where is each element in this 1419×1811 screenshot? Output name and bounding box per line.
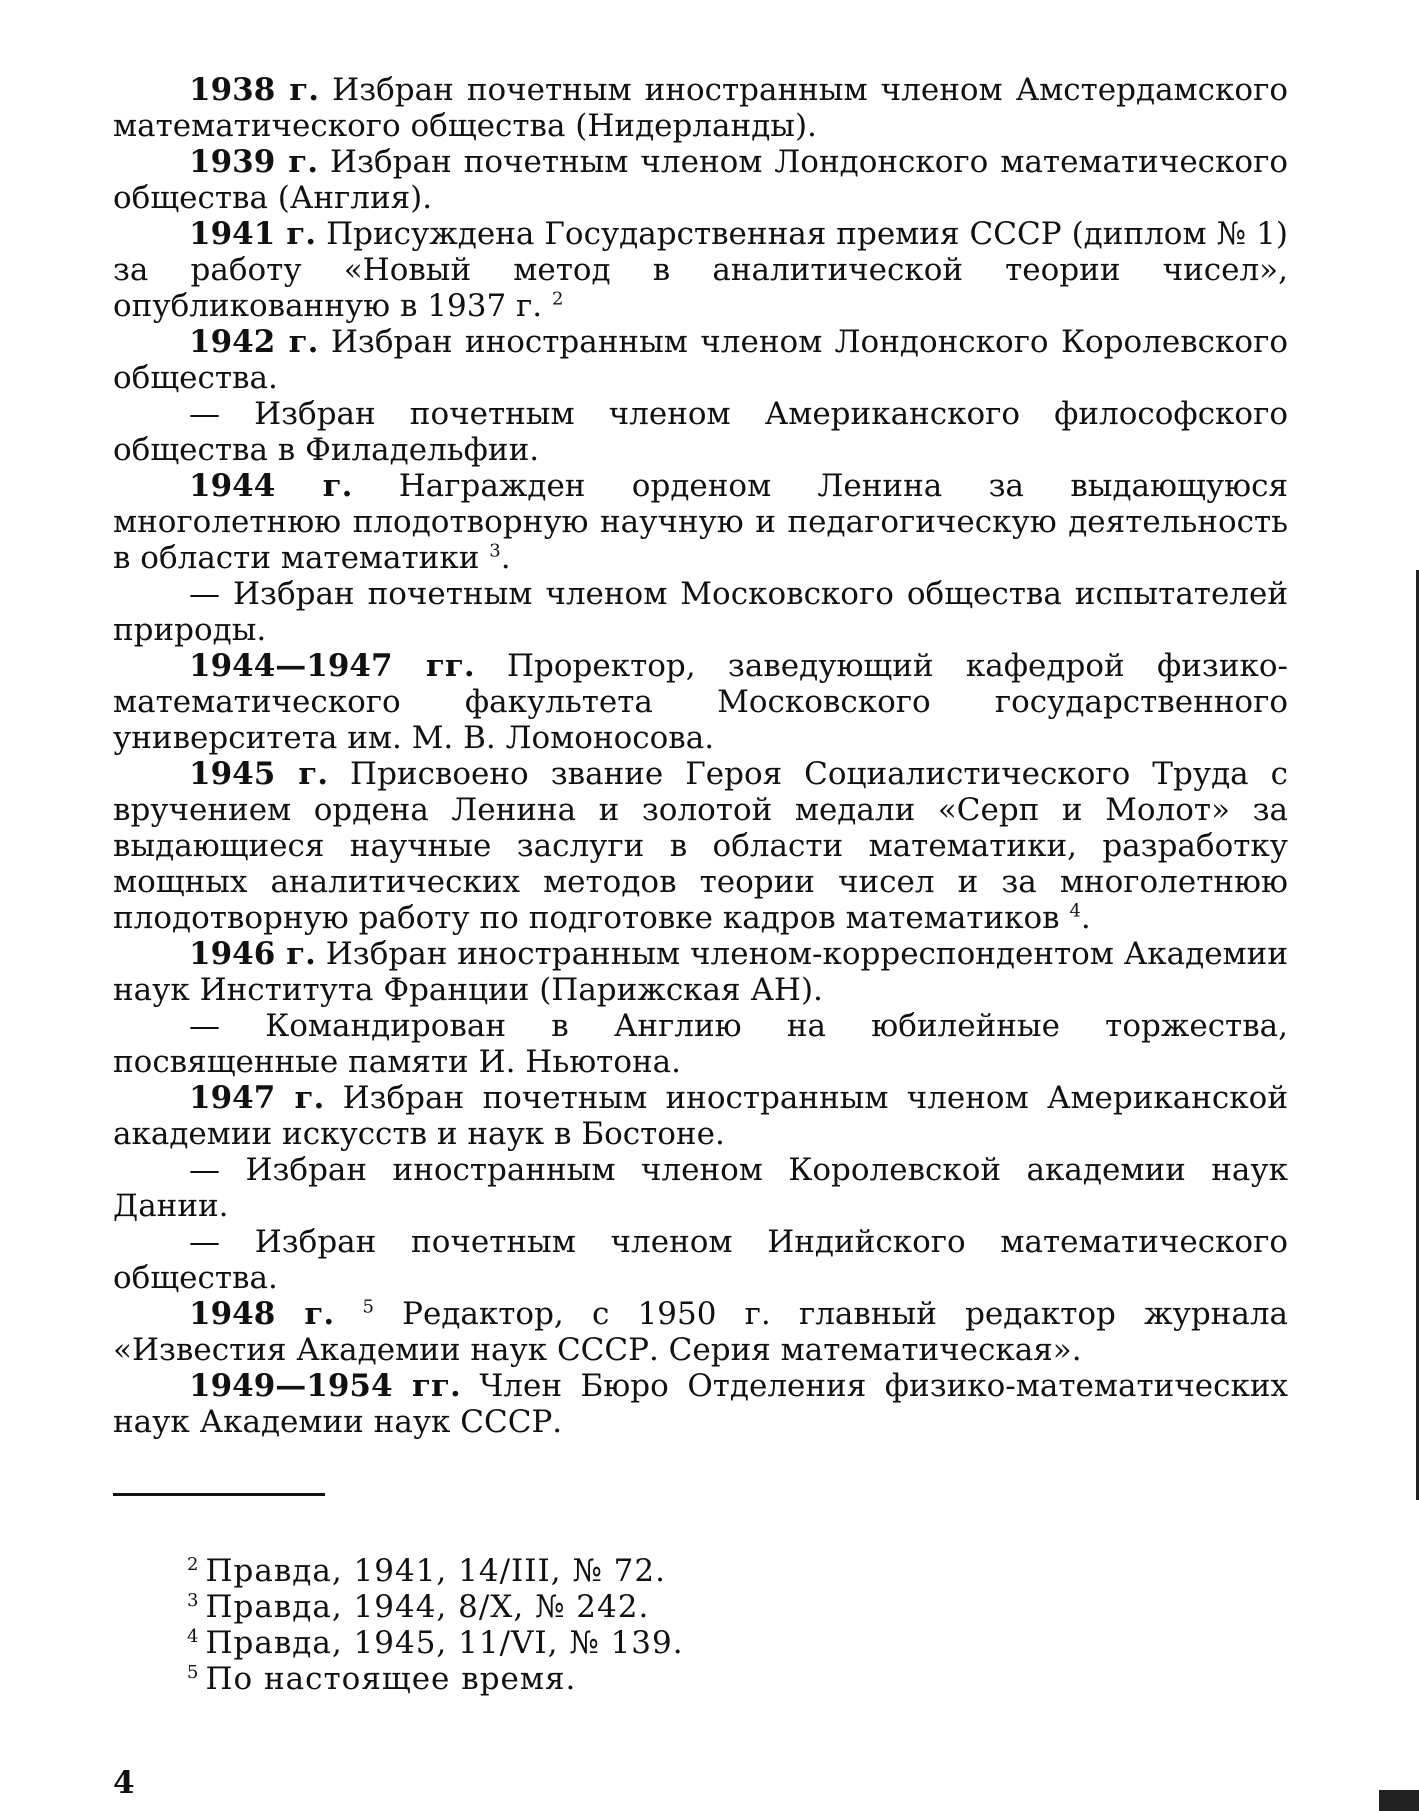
- entry-text: Присуждена Государственная премия СССР (диплом № 1) за работу «Новый метод в аналитической теории чисел», опубликованную в 1937 г.: [113, 216, 1288, 324]
- entry-year: 1944 г.: [189, 468, 353, 504]
- footnote-number: 5: [187, 1661, 200, 1683]
- footnote-text: По настоящее время.: [205, 1661, 577, 1697]
- footnote-5: [187, 1661, 684, 1697]
- footnote-text: Правда, 1941, 14/III, № 72.: [205, 1553, 666, 1589]
- entry-text: Избран иностранным членом-корреспондентом Академии наук Института Франции (Парижская АН).: [113, 936, 1288, 1008]
- entry-year: 1947 г.: [189, 1080, 325, 1116]
- entry-1942: [113, 324, 1288, 396]
- entry-1941: [113, 216, 1288, 324]
- entry-1938: [113, 72, 1288, 144]
- entry-year: 1946 г.: [189, 936, 316, 972]
- entry-text: Избран почетным членом Лондонского математического общества (Англия).: [113, 144, 1288, 216]
- page-number: 4: [113, 1765, 135, 1801]
- entry-text: Присвоено звание Героя Социалистического Труда с вручением ордена Ленина и золотой медали «Серп и Молот» за выдающиеся научные заслуги в области математики, разработку мощных аналитических методов теории чисел и за многолетнюю плодотворную работу по подготовке кадров математиков: [113, 756, 1289, 936]
- footnote-divider: [113, 1493, 325, 1496]
- entry-text: Член Бюро Отделения физико-математических наук Академии наук СССР.: [113, 1368, 1288, 1440]
- entry-dash: —: [189, 1008, 220, 1044]
- entry-text: Награжден орденом Ленина за выдающуюся многолетнюю плодотворную научную и педагогическую деятельность в области математики: [113, 468, 1288, 576]
- footnote-4: [187, 1625, 684, 1661]
- entry-text: Избран почетным иностранным членом Амстердамского математического общества (Нидерланды).: [113, 72, 1288, 144]
- entry-text: Избран иностранным членом Королевской академии наук Дании.: [113, 1152, 1288, 1224]
- entry-year: 1945 г.: [189, 756, 329, 792]
- entry-1946: [113, 936, 1288, 1008]
- entry-text: Редактор, с 1950 г. главный редактор журнала «Известия Академии наук СССР. Серия математическая».: [113, 1296, 1288, 1368]
- entry-1942-b: [113, 396, 1288, 468]
- entry-year: 1948 г.: [189, 1296, 335, 1332]
- chronology-text: [113, 72, 1288, 1440]
- entry-text: Избран почетным членом Московского общества испытателей природы.: [113, 576, 1288, 648]
- entry-text: Избран почетным иностранным членом Американской академии искусств и наук в Бостоне.: [113, 1080, 1288, 1152]
- entry-dash: —: [189, 396, 220, 432]
- entry-1946-b: [113, 1008, 1288, 1080]
- entry-text: Избран иностранным членом Лондонского Королевского общества.: [113, 324, 1288, 396]
- entry-1947-b: [113, 1152, 1288, 1224]
- entry-text: Командирован в Англию на юбилейные торжества, посвященные памяти И. Ньютона.: [113, 1008, 1288, 1080]
- entry-tail: .: [500, 540, 511, 576]
- footnote-number: 3: [187, 1589, 200, 1611]
- footnote-3: [187, 1589, 684, 1625]
- footnote-number: 4: [187, 1625, 200, 1647]
- entry-year: 1949—1954 гг.: [189, 1368, 461, 1404]
- footnote-text: Правда, 1945, 11/VI, № 139.: [205, 1625, 684, 1661]
- entry-dash: —: [189, 1152, 220, 1188]
- footnotes: [187, 1553, 684, 1697]
- footnote-ref[interactable]: 3: [489, 540, 501, 562]
- entry-text: Избран почетным членом Индийского математического общества.: [113, 1224, 1288, 1296]
- entry-1944: [113, 468, 1288, 576]
- entry-year: 1938 г.: [189, 72, 320, 108]
- entry-1939: [113, 144, 1288, 216]
- scan-corner-mark: [1379, 1790, 1419, 1811]
- entry-1945: [113, 756, 1288, 936]
- entry-1948: [113, 1296, 1288, 1368]
- footnote-number: 2: [187, 1553, 200, 1575]
- entry-1949-1954: [113, 1368, 1288, 1440]
- entry-text: Избран почетным членом Американского философского общества в Филадельфии.: [113, 396, 1288, 468]
- footnote-ref[interactable]: 2: [551, 288, 564, 310]
- entry-1944-1947: [113, 648, 1288, 756]
- entry-year: 1939 г.: [189, 144, 319, 180]
- entry-1944-b: [113, 576, 1288, 648]
- footnote-ref[interactable]: 5: [362, 1296, 374, 1318]
- footnote-text: Правда, 1944, 8/X, № 242.: [205, 1589, 650, 1625]
- entry-tail: .: [1080, 900, 1091, 936]
- entry-1947: [113, 1080, 1288, 1152]
- footnote-ref[interactable]: 4: [1069, 900, 1081, 922]
- entry-year: 1941 г.: [189, 216, 317, 252]
- entry-year: 1942 г.: [189, 324, 319, 360]
- entry-year: 1944—1947 гг.: [189, 648, 475, 684]
- entry-text: Проректор, заведующий кафедрой физико-математического факультета Московского государственного университета им. М. В. Ломоносова.: [113, 648, 1288, 756]
- footnote-2: [187, 1553, 684, 1589]
- entry-dash: —: [189, 576, 220, 612]
- entry-1947-c: [113, 1224, 1288, 1296]
- entry-dash: —: [189, 1224, 220, 1260]
